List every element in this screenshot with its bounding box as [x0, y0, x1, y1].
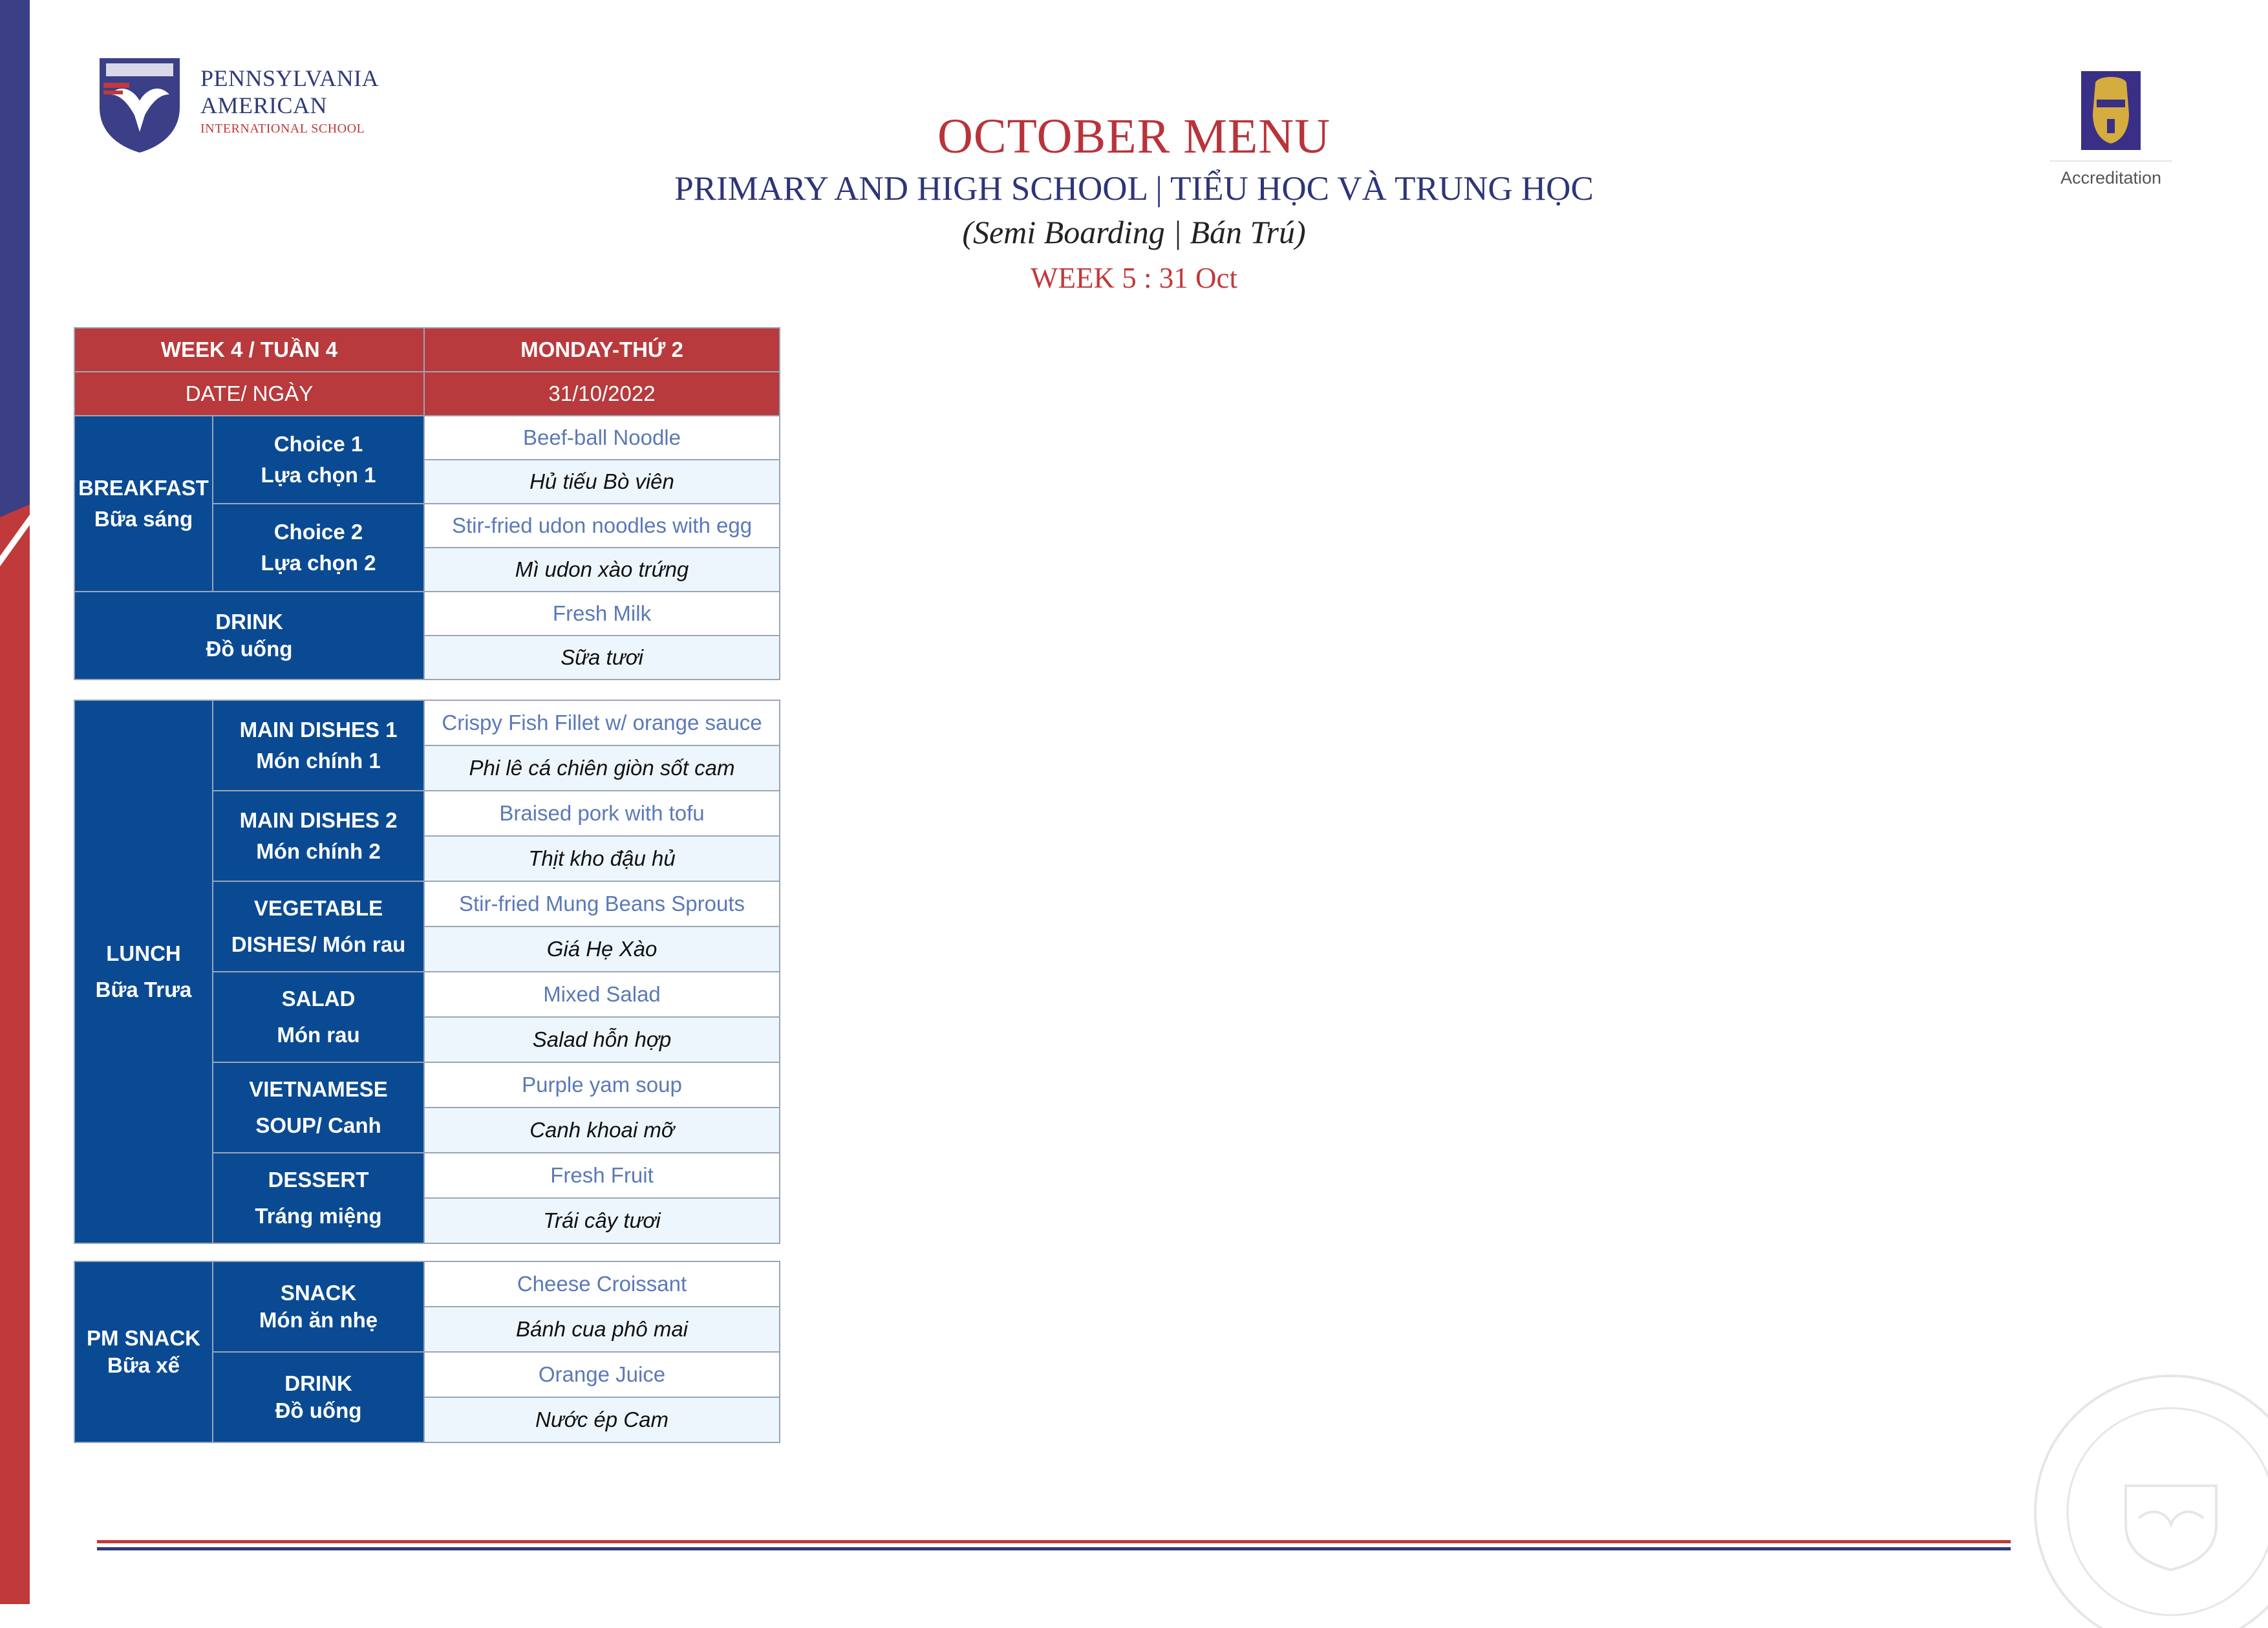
drink-label: DRINK [215, 610, 283, 634]
breakfast-label-vi: Bữa sáng [94, 507, 193, 531]
dessert-label: DESSERT [268, 1168, 369, 1192]
table-row [74, 592, 780, 636]
dish-en-cell: Fresh Fruit [424, 1153, 780, 1198]
page-title: OCTOBER MENU [937, 109, 1331, 164]
lunch-table [74, 700, 780, 1244]
week-header-cell: WEEK 4 / TUẦN 4 [74, 328, 424, 372]
choice-1-label: Choice 1 [273, 432, 363, 456]
dessert-label-vi: Tráng miệng [255, 1204, 382, 1228]
dish-vi-cell: Phi lê cá chiên giòn sốt cam [424, 745, 780, 791]
dish-en-cell: Braised pork with tofu [424, 791, 780, 836]
dish-vi-cell: Sữa tươi [424, 636, 780, 680]
dish-en-cell: Purple yam soup [424, 1062, 780, 1108]
snack-label-vi: Món ăn nhẹ [259, 1308, 378, 1332]
dish-vi-cell: Bánh cua phô mai [424, 1307, 780, 1352]
soup-label: VIETNAMESE [249, 1077, 388, 1101]
breakfast-table [74, 327, 780, 680]
dish-vi-cell: Giá Hẹ Xào [424, 926, 780, 972]
table-row [74, 1261, 780, 1307]
snack-drink-cell [213, 1352, 424, 1442]
dish-en-cell: Stir-fried Mung Beans Sprouts [424, 881, 780, 926]
breakfast-label: BREAKFAST [78, 476, 209, 500]
date-label-cell: DATE/ NGÀY [74, 372, 424, 416]
day-header-cell: MONDAY-THỨ 2 [424, 328, 780, 372]
lunch-label-vi: Bữa Trưa [95, 978, 192, 1001]
lunch-label: LUNCH [106, 941, 181, 965]
snack-drink-label-vi: Đồ uống [275, 1398, 362, 1422]
dish-en-cell: Orange Juice [424, 1352, 780, 1397]
breakfast-meal-cell [74, 416, 213, 592]
dish-vi-cell: Canh khoai mỡ [424, 1108, 780, 1153]
choice-2-cell [213, 504, 424, 592]
dish-vi-cell: Trái cây tươi [424, 1198, 780, 1243]
table-row [74, 372, 780, 416]
table-row [74, 328, 780, 372]
footer-divider [97, 1540, 2011, 1550]
page-subtitle: PRIMARY AND HIGH SCHOOL | TIỂU HỌC VÀ TRUNG HỌC [674, 170, 1594, 208]
dish-vi-cell: Thịt kho đậu hủ [424, 836, 780, 881]
vegetable-label: VEGETABLE [253, 896, 383, 920]
pm-snack-meal-cell [74, 1261, 213, 1442]
dish-en-cell: Beef-ball Noodle [424, 416, 780, 460]
dish-en-cell: Mixed Salad [424, 972, 780, 1017]
drink-label-vi: Đồ uống [206, 637, 293, 661]
dish-en-cell: Stir-fried udon noodles with egg [424, 504, 780, 548]
main-dish-2-label: MAIN DISHES 2 [239, 808, 398, 832]
dish-vi-cell: Hủ tiếu Bò viên [424, 460, 780, 504]
breakfast-drink-cell [74, 592, 424, 680]
logo-line-2: AMERICAN [200, 92, 328, 118]
main-dish-1-cell [213, 700, 424, 791]
choice-2-label-vi: Lựa chọn 2 [261, 551, 376, 575]
snack-drink-label: DRINK [284, 1371, 352, 1395]
salad-label: SALAD [281, 987, 356, 1011]
table-row [74, 416, 780, 460]
pm-snack-table [74, 1261, 780, 1443]
snack-label: SNACK [280, 1281, 357, 1305]
main-dish-1-label: MAIN DISHES 1 [239, 718, 398, 742]
logo-line-1: PENNSYLVANIA [200, 65, 380, 91]
soup-cell [213, 1062, 424, 1153]
page-subtitle-boarding: (Semi Boarding | Bán Trú) [962, 214, 1306, 250]
salad-cell [213, 972, 424, 1062]
week-label: WEEK 5 : 31 Oct [1031, 262, 1237, 294]
choice-2-label: Choice 2 [273, 520, 363, 544]
choice-1-label-vi: Lựa chọn 1 [261, 463, 376, 487]
date-value-cell: 31/10/2022 [424, 372, 780, 416]
dish-en-cell: Cheese Croissant [424, 1261, 780, 1307]
dish-vi-cell: Nước ép Cam [424, 1397, 780, 1442]
soup-label-vi: SOUP/ Canh [255, 1113, 381, 1137]
dessert-cell [213, 1153, 424, 1243]
salad-label-vi: Món rau [277, 1023, 360, 1047]
pm-snack-label: PM SNACK [86, 1326, 200, 1350]
pm-snack-label-vi: Bữa xế [107, 1353, 180, 1377]
school-seal-watermark-icon [2016, 1356, 2268, 1628]
lunch-meal-cell [74, 700, 213, 1243]
vegetable-label-vi: DISHES/ Món rau [231, 932, 406, 956]
dish-en-cell: Fresh Milk [424, 592, 780, 636]
main-dish-1-label-vi: Món chính 1 [256, 749, 381, 773]
accreditation-label: Accreditation [2060, 168, 2162, 187]
vegetable-cell [213, 881, 424, 972]
dish-vi-cell: Salad hỗn hợp [424, 1017, 780, 1062]
logo-line-3: INTERNATIONAL SCHOOL [200, 122, 365, 136]
choice-1-cell [213, 416, 424, 504]
snack-cell [213, 1261, 424, 1352]
main-dish-2-label-vi: Món chính 2 [256, 839, 381, 863]
main-dish-2-cell [213, 791, 424, 881]
dish-vi-cell: Mì udon xào trứng [424, 548, 780, 592]
table-row [74, 700, 780, 745]
dish-en-cell: Crispy Fish Fillet w/ orange sauce [424, 700, 780, 745]
